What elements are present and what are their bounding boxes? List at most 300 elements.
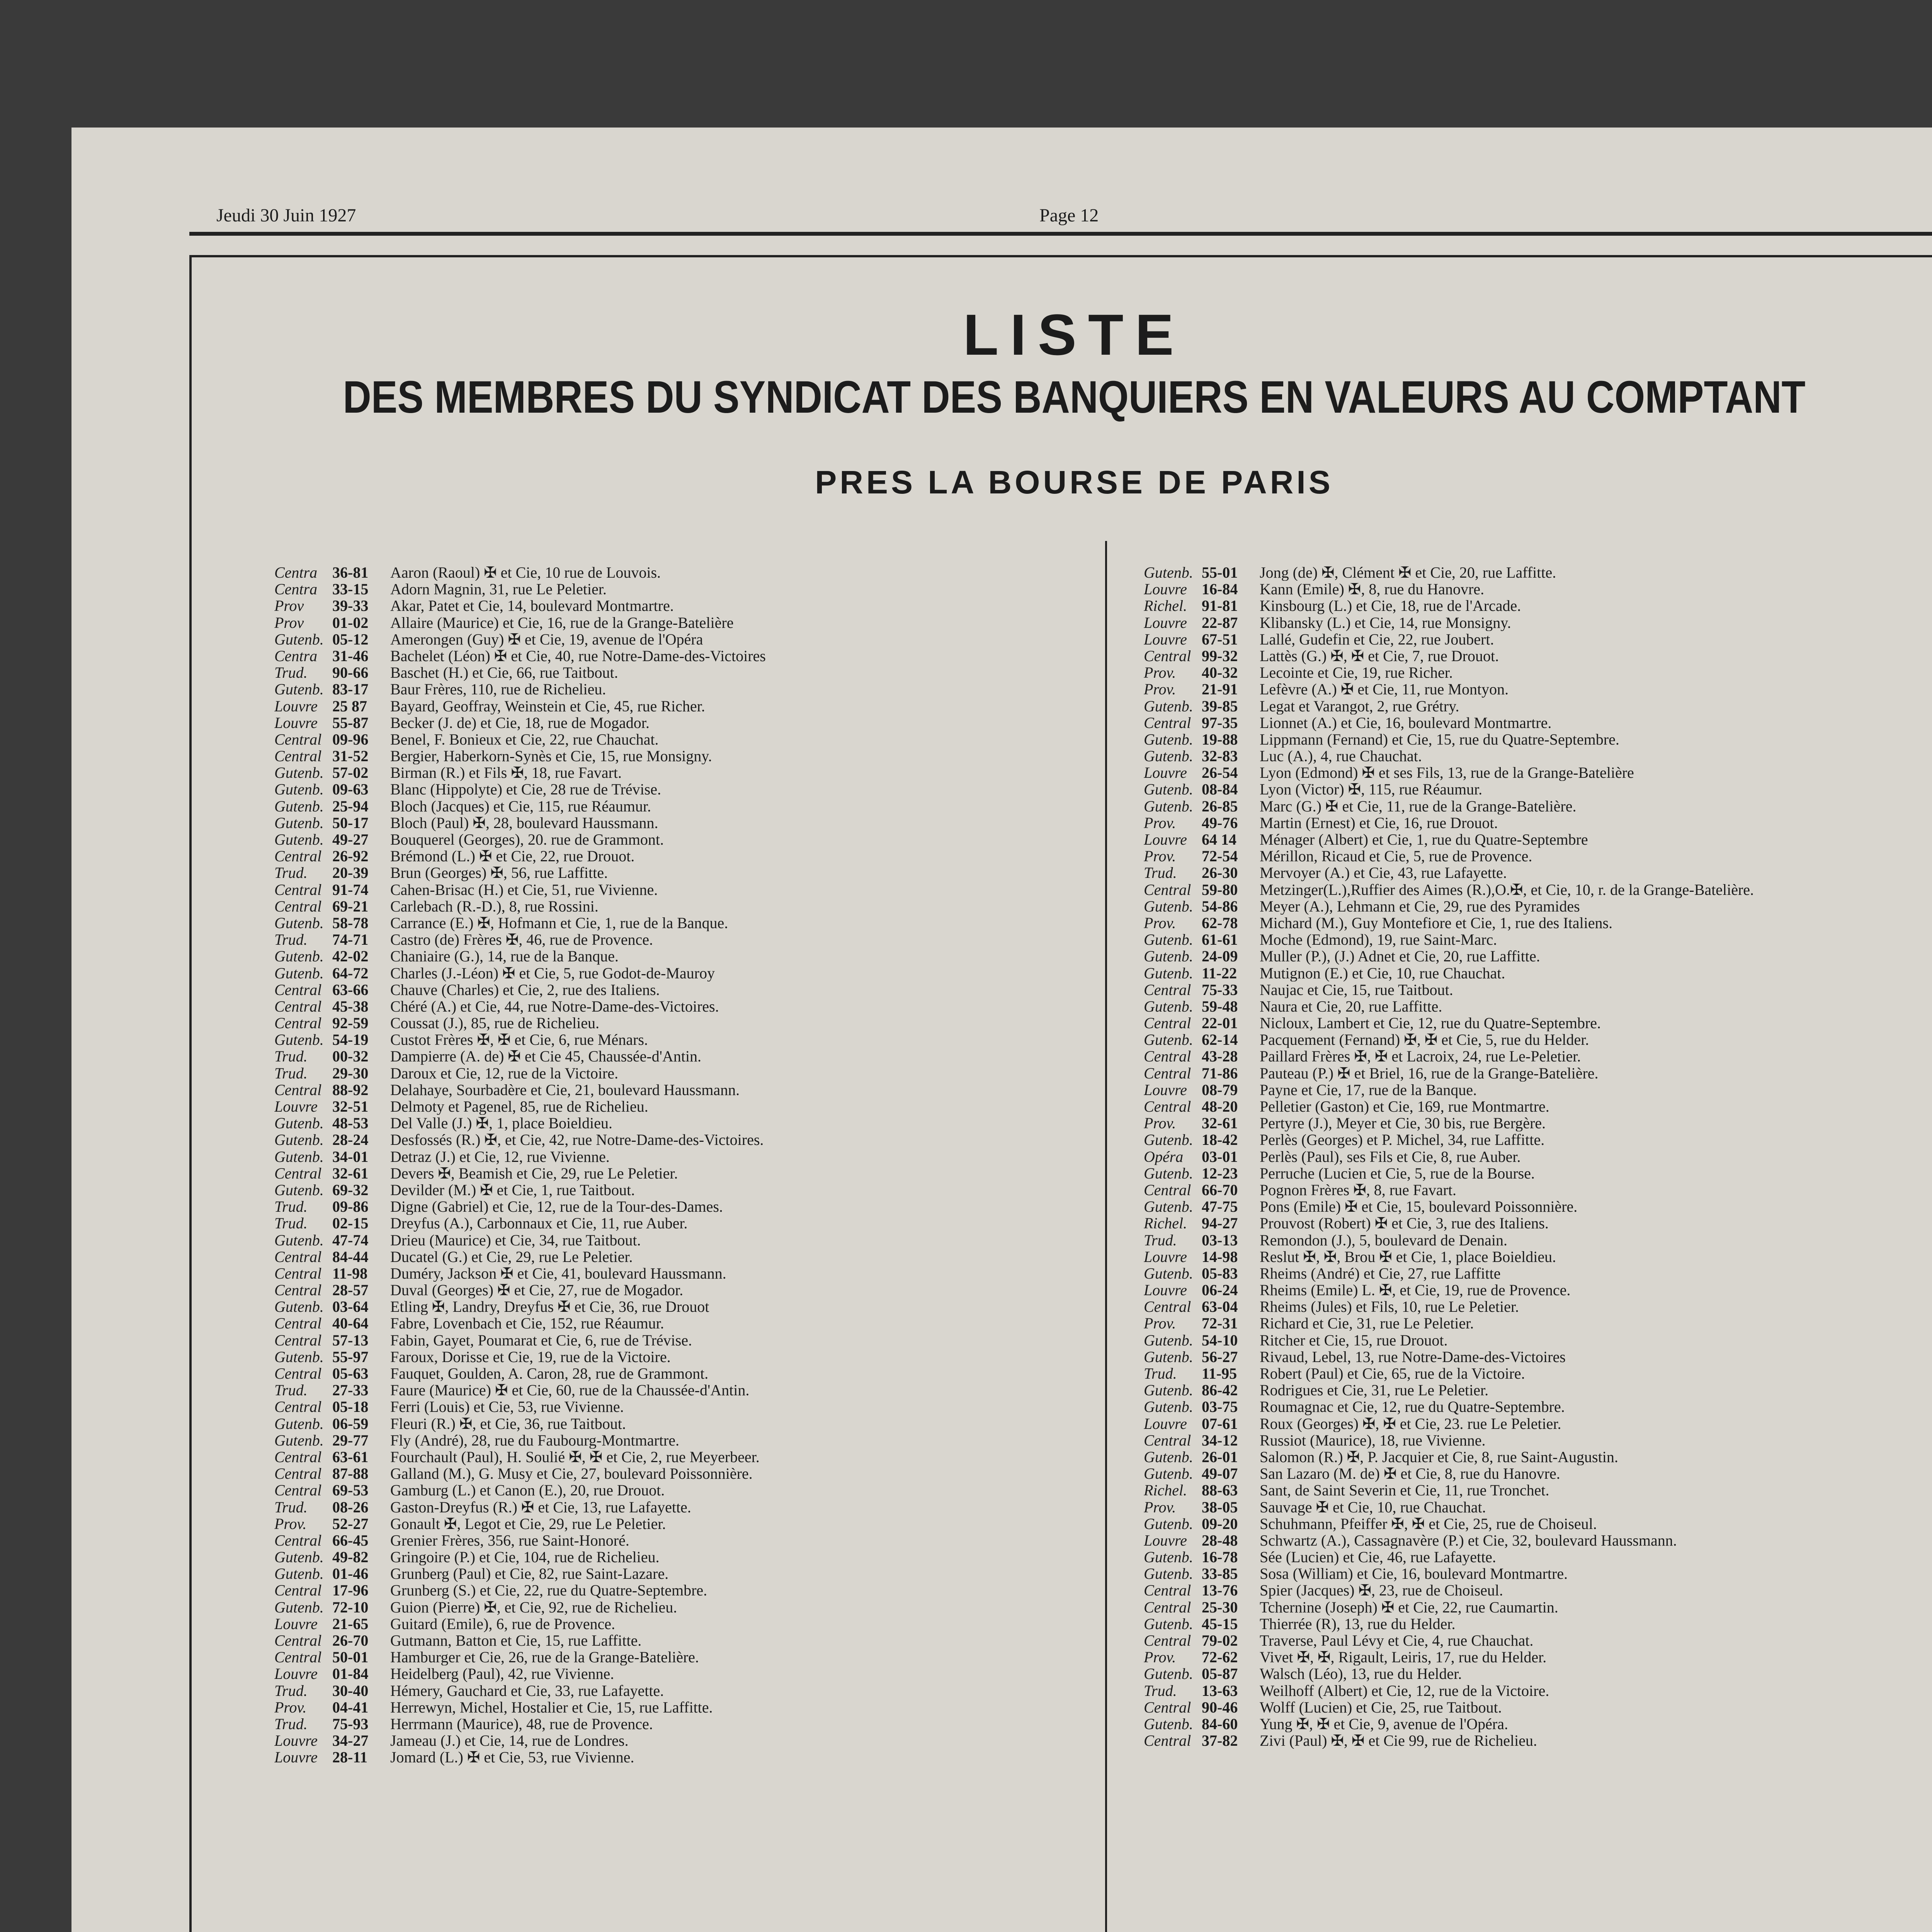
member-exchange: Gutenb.: [274, 1599, 324, 1616]
member-phone: 87-88: [332, 1465, 369, 1482]
member-phone: 18-42: [1202, 1131, 1238, 1148]
member-row: [274, 597, 1094, 614]
member-exchange: Louvre: [274, 697, 318, 714]
member-phone: 13-63: [1202, 1682, 1238, 1699]
member-row: [274, 1599, 1094, 1616]
member-exchange: Trud.: [274, 1715, 308, 1733]
member-name-address: Faure (Maurice) ✠ et Cie, 60, rue de la Chaussée-d'Antin.: [390, 1382, 750, 1399]
member-phone: 25 87: [332, 697, 367, 714]
member-exchange: Central: [274, 731, 322, 748]
member-row: [1144, 1616, 1932, 1632]
member-phone: 39-85: [1202, 697, 1238, 714]
member-exchange: Trud.: [274, 931, 308, 948]
member-phone: 13-76: [1202, 1582, 1238, 1599]
member-phone: 32-83: [1202, 748, 1238, 765]
member-exchange: Trud.: [274, 1382, 308, 1399]
member-exchange: Louvre: [1144, 1248, 1187, 1265]
member-row: [1144, 614, 1932, 631]
member-exchange: Trud.: [274, 664, 308, 681]
member-row: [1144, 731, 1932, 748]
member-row: [274, 1148, 1094, 1165]
member-row: [274, 714, 1094, 731]
member-phone: 05-83: [1202, 1265, 1238, 1282]
member-row: [1144, 915, 1932, 931]
member-phone: 05-87: [1202, 1665, 1238, 1682]
member-row: [274, 1131, 1094, 1148]
member-exchange: Central: [274, 1482, 322, 1499]
member-exchange: Louvre: [274, 1732, 318, 1749]
member-row: [1144, 648, 1932, 664]
member-phone: 29-30: [332, 1065, 369, 1082]
member-phone: 54-10: [1202, 1332, 1238, 1349]
member-exchange: Prov.: [274, 1515, 307, 1532]
member-phone: 50-17: [332, 814, 369, 831]
member-name-address: Galland (M.), G. Musy et Cie, 27, boulevard Poissonnière.: [390, 1465, 753, 1482]
member-exchange: Central: [274, 1365, 322, 1382]
member-row: [1144, 1031, 1932, 1048]
member-name-address: Benel, F. Bonieux et Cie, 22, rue Chauchat.: [390, 731, 659, 748]
member-row: [1144, 898, 1932, 915]
member-name-address: Carrance (E.) ✠, Hofmann et Cie, 1, rue de la Banque.: [390, 914, 728, 932]
member-exchange: Gutenb.: [274, 1415, 324, 1432]
member-name-address: Lefèvre (A.) ✠ et Cie, 11, rue Montyon.: [1260, 681, 1509, 698]
member-row: [1144, 1599, 1932, 1616]
member-name-address: Sant, de Saint Severin et Cie, 11, rue Tronchet.: [1260, 1482, 1549, 1499]
header-rule: [189, 232, 1932, 236]
member-phone: 40-64: [332, 1315, 369, 1332]
member-exchange: Trud.: [274, 1198, 308, 1215]
member-row: [1144, 1499, 1932, 1515]
member-phone: 34-27: [332, 1732, 369, 1749]
member-exchange: Louvre: [1144, 581, 1187, 598]
member-exchange: Central: [1144, 1065, 1191, 1082]
member-row: [1144, 998, 1932, 1015]
member-phone: 72-54: [1202, 848, 1238, 865]
member-name-address: Ducatel (G.) et Cie, 29, rue Le Peletier.: [390, 1248, 633, 1265]
member-phone: 66-45: [332, 1532, 369, 1549]
member-exchange: Central: [274, 1248, 322, 1265]
member-name-address: Fabin, Gayet, Poumarat et Cie, 6, rue de Trévise.: [390, 1332, 692, 1349]
member-phone: 03-13: [1202, 1231, 1238, 1248]
member-phone: 72-10: [332, 1599, 369, 1616]
member-row: [274, 614, 1094, 631]
member-name-address: Gutmann, Batton et Cie, 15, rue Laffitte.: [390, 1632, 642, 1649]
member-name-address: Carlebach (R.-D.), 8, rue Rossini.: [390, 898, 599, 915]
member-row: [1144, 1582, 1932, 1599]
member-row: [1144, 1098, 1932, 1115]
member-row: [1144, 1349, 1932, 1365]
member-exchange: Gutenb.: [1144, 1448, 1193, 1466]
member-name-address: Pauteau (P.) ✠ et Briel, 16, rue de la Grange-Batelière.: [1260, 1065, 1599, 1082]
member-exchange: Central: [274, 1165, 322, 1182]
member-row: [1144, 1082, 1932, 1098]
member-phone: 86-42: [1202, 1382, 1238, 1399]
member-row: [1144, 1382, 1932, 1398]
member-name-address: Russiot (Maurice), 18, rue Vivienne.: [1260, 1432, 1486, 1449]
member-name-address: Grenier Frères, 356, rue Saint-Honoré.: [390, 1532, 629, 1549]
member-phone: 63-66: [332, 981, 369, 998]
member-row: [274, 798, 1094, 815]
member-exchange: Louvre: [274, 1098, 318, 1115]
member-exchange: Central: [274, 1448, 322, 1466]
member-row: [274, 1048, 1094, 1065]
member-phone: 09-20: [1202, 1515, 1238, 1532]
member-name-address: Del Valle (J.) ✠, 1, place Boieldieu.: [390, 1115, 612, 1132]
member-exchange: Central: [1144, 1298, 1191, 1315]
member-row: [274, 881, 1094, 898]
member-exchange: Gutenb.: [274, 798, 324, 815]
member-row: [1144, 1198, 1932, 1215]
member-exchange: Prov.: [1144, 814, 1176, 831]
member-phone: 34-01: [332, 1148, 369, 1165]
member-phone: 06-24: [1202, 1282, 1238, 1299]
member-phone: 97-35: [1202, 714, 1238, 731]
member-phone: 00-32: [332, 1048, 369, 1065]
member-exchange: Trud.: [1144, 1231, 1177, 1248]
member-name-address: Charles (J.-Léon) ✠ et Cie, 5, rue Godot-de-Mauroy: [390, 964, 715, 981]
member-row: [1144, 848, 1932, 864]
member-name-address: Walsch (Léo), 13, rue du Helder.: [1260, 1665, 1462, 1682]
member-phone: 74-71: [332, 931, 369, 948]
member-name-address: Herrewyn, Michel, Hostalier et Cie, 15, rue Laffitte.: [390, 1699, 713, 1716]
member-phone: 11-98: [332, 1265, 368, 1282]
member-exchange: Central: [274, 881, 322, 898]
member-name-address: Cahen-Brisac (H.) et Cie, 51, rue Vivienne.: [390, 881, 658, 898]
member-exchange: Louvre: [274, 1665, 318, 1682]
member-exchange: Louvre: [1144, 614, 1187, 631]
member-phone: 40-32: [1202, 664, 1238, 681]
member-phone: 59-48: [1202, 998, 1238, 1015]
member-exchange: Central: [1144, 1599, 1191, 1616]
member-exchange: Gutenb.: [1144, 898, 1193, 915]
member-row: [274, 1449, 1094, 1465]
member-name-address: Kinsbourg (L.) et Cie, 18, rue de l'Arcade.: [1260, 597, 1521, 614]
member-name-address: Metzinger(L.),Ruffier des Aimes (R.),O.✠, et Cie, 10, r. de la Grange-Batelière.: [1260, 881, 1754, 898]
member-name-address: Pacquement (Fernand) ✠, ✠ et Cie, 5, rue du Helder.: [1260, 1031, 1589, 1048]
member-phone: 48-53: [332, 1115, 369, 1132]
member-name-address: Herrmann (Maurice), 48, rue de Provence.: [390, 1715, 653, 1733]
member-name-address: Fourchault (Paul), H. Soulié ✠, ✠ et Cie, 2, rue Meyerbeer.: [390, 1448, 760, 1466]
member-exchange: Louvre: [274, 714, 318, 731]
member-phone: 33-15: [332, 581, 369, 598]
member-phone: 64 14: [1202, 831, 1236, 848]
member-name-address: Lecointe et Cie, 19, rue Richer.: [1260, 664, 1453, 681]
member-phone: 01-46: [332, 1565, 369, 1582]
member-phone: 16-78: [1202, 1549, 1238, 1566]
member-phone: 11-22: [1202, 964, 1237, 981]
member-row: [1144, 798, 1932, 815]
member-phone: 32-61: [1202, 1115, 1238, 1132]
member-name-address: Sée (Lucien) et Cie, 46, rue Lafayette.: [1260, 1549, 1496, 1566]
member-phone: 03-01: [1202, 1148, 1238, 1165]
member-exchange: Central: [274, 1582, 322, 1599]
member-name-address: San Lazaro (M. de) ✠ et Cie, 8, rue du Hanovre.: [1260, 1465, 1560, 1482]
member-phone: 91-81: [1202, 597, 1238, 614]
member-exchange: Gutenb.: [1144, 1265, 1193, 1282]
member-phone: 58-78: [332, 914, 369, 932]
member-row: [1144, 965, 1932, 981]
member-name-address: Roux (Georges) ✠, ✠ et Cie, 23. rue Le Peletier.: [1260, 1415, 1561, 1432]
member-exchange: Central: [274, 1265, 322, 1282]
member-exchange: Trud.: [274, 1682, 308, 1699]
member-row: [1144, 815, 1932, 831]
member-phone: 69-53: [332, 1482, 369, 1499]
member-row: [1144, 1165, 1932, 1182]
member-phone: 33-85: [1202, 1565, 1238, 1582]
member-name-address: Drieu (Maurice) et Cie, 34, rue Taitbout.: [390, 1231, 641, 1248]
member-phone: 05-12: [332, 631, 369, 648]
member-phone: 49-27: [332, 831, 369, 848]
member-phone: 57-02: [332, 764, 369, 781]
member-phone: 26-30: [1202, 864, 1238, 881]
member-name-address: Legat et Varangot, 2, rue Grétry.: [1260, 697, 1459, 714]
member-phone: 83-17: [332, 681, 369, 698]
member-name-address: Allaire (Maurice) et Cie, 16, rue de la Grange-Batelière: [390, 614, 734, 631]
member-phone: 99-32: [1202, 647, 1238, 665]
member-row: [1144, 1048, 1932, 1065]
title-liste: LISTE: [963, 302, 1185, 367]
member-exchange: Trud.: [274, 864, 308, 881]
member-name-address: Blanc (Hippolyte) et Cie, 28 rue de Trévise.: [390, 781, 661, 798]
member-exchange: Prov.: [1144, 914, 1176, 932]
member-name-address: Weilhoff (Albert) et Cie, 12, rue de la Victoire.: [1260, 1682, 1549, 1699]
member-name-address: Rheims (André) et Cie, 27, rue Laffitte: [1260, 1265, 1501, 1282]
member-exchange: Central: [274, 1632, 322, 1649]
member-exchange: Prov.: [1144, 681, 1176, 698]
member-phone: 29-77: [332, 1432, 369, 1449]
member-row: [274, 915, 1094, 931]
member-phone: 28-57: [332, 1282, 369, 1299]
member-row: [274, 1365, 1094, 1382]
member-exchange: Central: [1144, 1015, 1191, 1032]
member-row: [274, 1349, 1094, 1365]
member-phone: 94-27: [1202, 1215, 1238, 1232]
member-name-address: Gonault ✠, Legot et Cie, 29, rue Le Peletier.: [390, 1515, 666, 1532]
member-row: [1144, 581, 1932, 597]
member-phone: 45-38: [332, 998, 369, 1015]
member-exchange: Louvre: [1144, 831, 1187, 848]
member-row: [274, 664, 1094, 681]
member-phone: 38-05: [1202, 1498, 1238, 1515]
member-exchange: Gutenb.: [1144, 1565, 1193, 1582]
member-phone: 69-21: [332, 898, 369, 915]
member-exchange: Gutenb.: [1144, 731, 1193, 748]
member-phone: 47-75: [1202, 1198, 1238, 1215]
member-phone: 24-09: [1202, 948, 1238, 965]
member-name-address: Spier (Jacques) ✠, 23, rue de Choiseul.: [1260, 1582, 1503, 1599]
member-row: [1144, 1716, 1932, 1732]
member-phone: 79-02: [1202, 1632, 1238, 1649]
member-row: [1144, 1015, 1932, 1031]
member-exchange: Gutenb.: [1144, 1715, 1193, 1733]
member-phone: 55-87: [332, 714, 369, 731]
member-row: [274, 1232, 1094, 1248]
member-phone: 69-32: [332, 1181, 369, 1199]
member-name-address: Robert (Paul) et Cie, 65, rue de la Victoire.: [1260, 1365, 1525, 1382]
member-phone: 67-51: [1202, 631, 1238, 648]
member-row: [274, 1616, 1094, 1632]
member-name-address: Jong (de) ✠, Clément ✠ et Cie, 20, rue Laffitte.: [1260, 564, 1556, 581]
member-phone: 28-48: [1202, 1532, 1238, 1549]
member-name-address: Jomard (L.) ✠ et Cie, 53, rue Vivienne.: [390, 1749, 634, 1766]
member-row: [274, 681, 1094, 697]
member-exchange: Prov: [274, 597, 304, 614]
member-name-address: Meyer (A.), Lehmann et Cie, 29, rue des Pyramides: [1260, 898, 1580, 915]
member-row: [1144, 981, 1932, 998]
member-row: [274, 898, 1094, 915]
member-row: [1144, 1065, 1932, 1082]
member-name-address: Michard (M.), Guy Montefiore et Cie, 1, rue des Italiens.: [1260, 914, 1613, 932]
member-name-address: Bouquerel (Georges), 20. rue de Grammont.: [390, 831, 664, 848]
member-exchange: Central: [274, 998, 322, 1015]
member-exchange: Central: [274, 1532, 322, 1549]
member-name-address: Ménager (Albert) et Cie, 1, rue du Quatre-Septembre: [1260, 831, 1588, 848]
member-row: [274, 1699, 1094, 1716]
member-exchange: Louvre: [1144, 631, 1187, 648]
member-exchange: Louvre: [1144, 1415, 1187, 1432]
member-exchange: Gutenb.: [274, 948, 324, 965]
member-row: [274, 1532, 1094, 1549]
member-name-address: Coussat (J.), 85, rue de Richelieu.: [390, 1015, 599, 1032]
member-exchange: Central: [1144, 1098, 1191, 1115]
member-exchange: Gutenb.: [274, 1231, 324, 1248]
member-phone: 72-62: [1202, 1649, 1238, 1666]
member-row: [274, 1465, 1094, 1482]
member-name-address: Faroux, Dorisse et Cie, 19, rue de la Victoire.: [390, 1348, 671, 1365]
member-name-address: Daroux et Cie, 12, rue de la Victoire.: [390, 1065, 618, 1082]
member-row: [1144, 564, 1932, 581]
member-phone: 90-46: [1202, 1699, 1238, 1716]
member-exchange: Central: [274, 981, 322, 998]
member-name-address: Moche (Edmond), 19, rue Saint-Marc.: [1260, 931, 1497, 948]
member-phone: 09-63: [332, 781, 369, 798]
member-exchange: Central: [274, 1315, 322, 1332]
member-name-address: Rivaud, Lebel, 13, rue Notre-Dame-des-Victoires: [1260, 1348, 1566, 1365]
member-name-address: Lionnet (A.) et Cie, 16, boulevard Montmartre.: [1260, 714, 1552, 731]
member-name-address: Naujac et Cie, 15, rue Taitbout.: [1260, 981, 1453, 998]
member-row: [274, 564, 1094, 581]
member-name-address: Akar, Patet et Cie, 14, boulevard Montmartre.: [390, 597, 674, 614]
member-row: [274, 1065, 1094, 1082]
member-exchange: Louvre: [1144, 1282, 1187, 1299]
member-phone: 08-84: [1202, 781, 1238, 798]
member-exchange: Gutenb.: [1144, 1198, 1193, 1215]
member-row: [274, 1582, 1094, 1599]
member-exchange: Richel.: [1144, 1482, 1187, 1499]
member-exchange: Central: [1144, 1732, 1191, 1749]
member-row: [1144, 1465, 1932, 1482]
member-row: [1144, 1565, 1932, 1582]
member-row: [1144, 1265, 1932, 1282]
member-exchange: Centra: [274, 581, 318, 598]
member-row: [274, 1682, 1094, 1699]
member-name-address: Baur Frères, 110, rue de Richelieu.: [390, 681, 606, 698]
member-phone: 09-96: [332, 731, 369, 748]
member-exchange: Gutenb.: [274, 1031, 324, 1048]
member-exchange: Central: [274, 1015, 322, 1032]
member-row: [274, 1515, 1094, 1532]
member-row: [274, 1632, 1094, 1649]
member-row: [274, 1248, 1094, 1265]
member-name-address: Adorn Magnin, 31, rue Le Peletier.: [390, 581, 607, 598]
member-exchange: Gutenb.: [274, 1148, 324, 1165]
member-phone: 08-79: [1202, 1081, 1238, 1098]
member-phone: 01-84: [332, 1665, 369, 1682]
member-name-address: Bergier, Haberkorn-Synès et Cie, 15, rue Monsigny.: [390, 748, 712, 765]
member-row: [1144, 597, 1932, 614]
member-name-address: Schuhmann, Pfeiffer ✠, ✠ et Cie, 25, rue de Choiseul.: [1260, 1515, 1597, 1532]
member-row: [1144, 698, 1932, 714]
member-exchange: Gutenb.: [1144, 1665, 1193, 1682]
member-phone: 28-11: [332, 1749, 368, 1766]
member-name-address: Naura et Cie, 20, rue Laffitte.: [1260, 998, 1442, 1015]
member-name-address: Thierrée (R), 13, rue du Helder.: [1260, 1615, 1456, 1632]
member-row: [1144, 831, 1932, 848]
member-phone: 75-93: [332, 1715, 369, 1733]
member-name-address: Baschet (H.) et Cie, 66, rue Taitbout.: [390, 664, 618, 681]
member-phone: 75-33: [1202, 981, 1238, 998]
member-exchange: Gutenb.: [1144, 1348, 1193, 1365]
member-row: [274, 1265, 1094, 1282]
member-name-address: Wolff (Lucien) et Cie, 25, rue Taitbout.: [1260, 1699, 1502, 1716]
member-phone: 01-02: [332, 614, 369, 631]
member-name-address: Heidelberg (Paul), 42, rue Vivienne.: [390, 1665, 614, 1682]
member-phone: 47-74: [332, 1231, 369, 1248]
member-name-address: Dreyfus (A.), Carbonnaux et Cie, 11, rue Auber.: [390, 1215, 688, 1232]
member-name-address: Richard et Cie, 31, rue Le Peletier.: [1260, 1315, 1474, 1332]
member-exchange: Central: [1144, 881, 1191, 898]
member-row: [274, 831, 1094, 848]
member-name-address: Fleuri (R.) ✠, et Cie, 36, rue Taitbout.: [390, 1415, 626, 1432]
member-exchange: Gutenb.: [1144, 998, 1193, 1015]
member-name-address: Mervoyer (A.) et Cie, 43, rue Lafayette.: [1260, 864, 1507, 881]
member-name-address: Lallé, Gudefin et Cie, 22, rue Joubert.: [1260, 631, 1494, 648]
member-name-address: Remondon (J.), 5, boulevard de Denain.: [1260, 1231, 1507, 1248]
member-name-address: Sauvage ✠ et Cie, 10, rue Chauchat.: [1260, 1498, 1486, 1515]
member-row: [274, 781, 1094, 798]
member-exchange: Trud.: [274, 1048, 308, 1065]
member-exchange: Central: [274, 1649, 322, 1666]
member-exchange: Trud.: [274, 1065, 308, 1082]
member-phone: 84-44: [332, 1248, 369, 1265]
member-row: [1144, 1732, 1932, 1749]
member-row: [274, 1315, 1094, 1332]
member-exchange: Gutenb.: [1144, 1615, 1193, 1632]
member-name-address: Bayard, Geoffray, Weinstein et Cie, 45, rue Richer.: [390, 697, 705, 714]
member-exchange: Richel.: [1144, 1215, 1187, 1232]
member-name-address: Bloch (Jacques) et Cie, 115, rue Réaumur.: [390, 798, 651, 815]
member-exchange: Gutenb.: [274, 1298, 324, 1315]
member-name-address: Duval (Georges) ✠ et Cie, 27, rue de Mogador.: [390, 1282, 684, 1299]
member-name-address: Dampierre (A. de) ✠ et Cie 45, Chaussée-d'Antin.: [390, 1048, 701, 1065]
member-phone: 26-01: [1202, 1448, 1238, 1466]
member-exchange: Opéra: [1144, 1148, 1184, 1165]
member-exchange: Gutenb.: [274, 914, 324, 932]
member-phone: 32-51: [332, 1098, 369, 1115]
member-exchange: Gutenb.: [274, 964, 324, 981]
member-row: [1144, 931, 1932, 948]
member-row: [274, 1482, 1094, 1498]
member-exchange: Louvre: [1144, 1081, 1187, 1098]
member-exchange: Prov: [274, 614, 304, 631]
member-name-address: Perruche (Lucien et Cie, 5, rue de la Bourse.: [1260, 1165, 1535, 1182]
member-row: [274, 965, 1094, 981]
member-phone: 26-70: [332, 1632, 369, 1649]
member-exchange: Gutenb.: [274, 1348, 324, 1365]
member-row: [274, 731, 1094, 748]
member-row: [1144, 1182, 1932, 1198]
member-name-address: Chaniaire (G.), 14, rue de la Banque.: [390, 948, 619, 965]
